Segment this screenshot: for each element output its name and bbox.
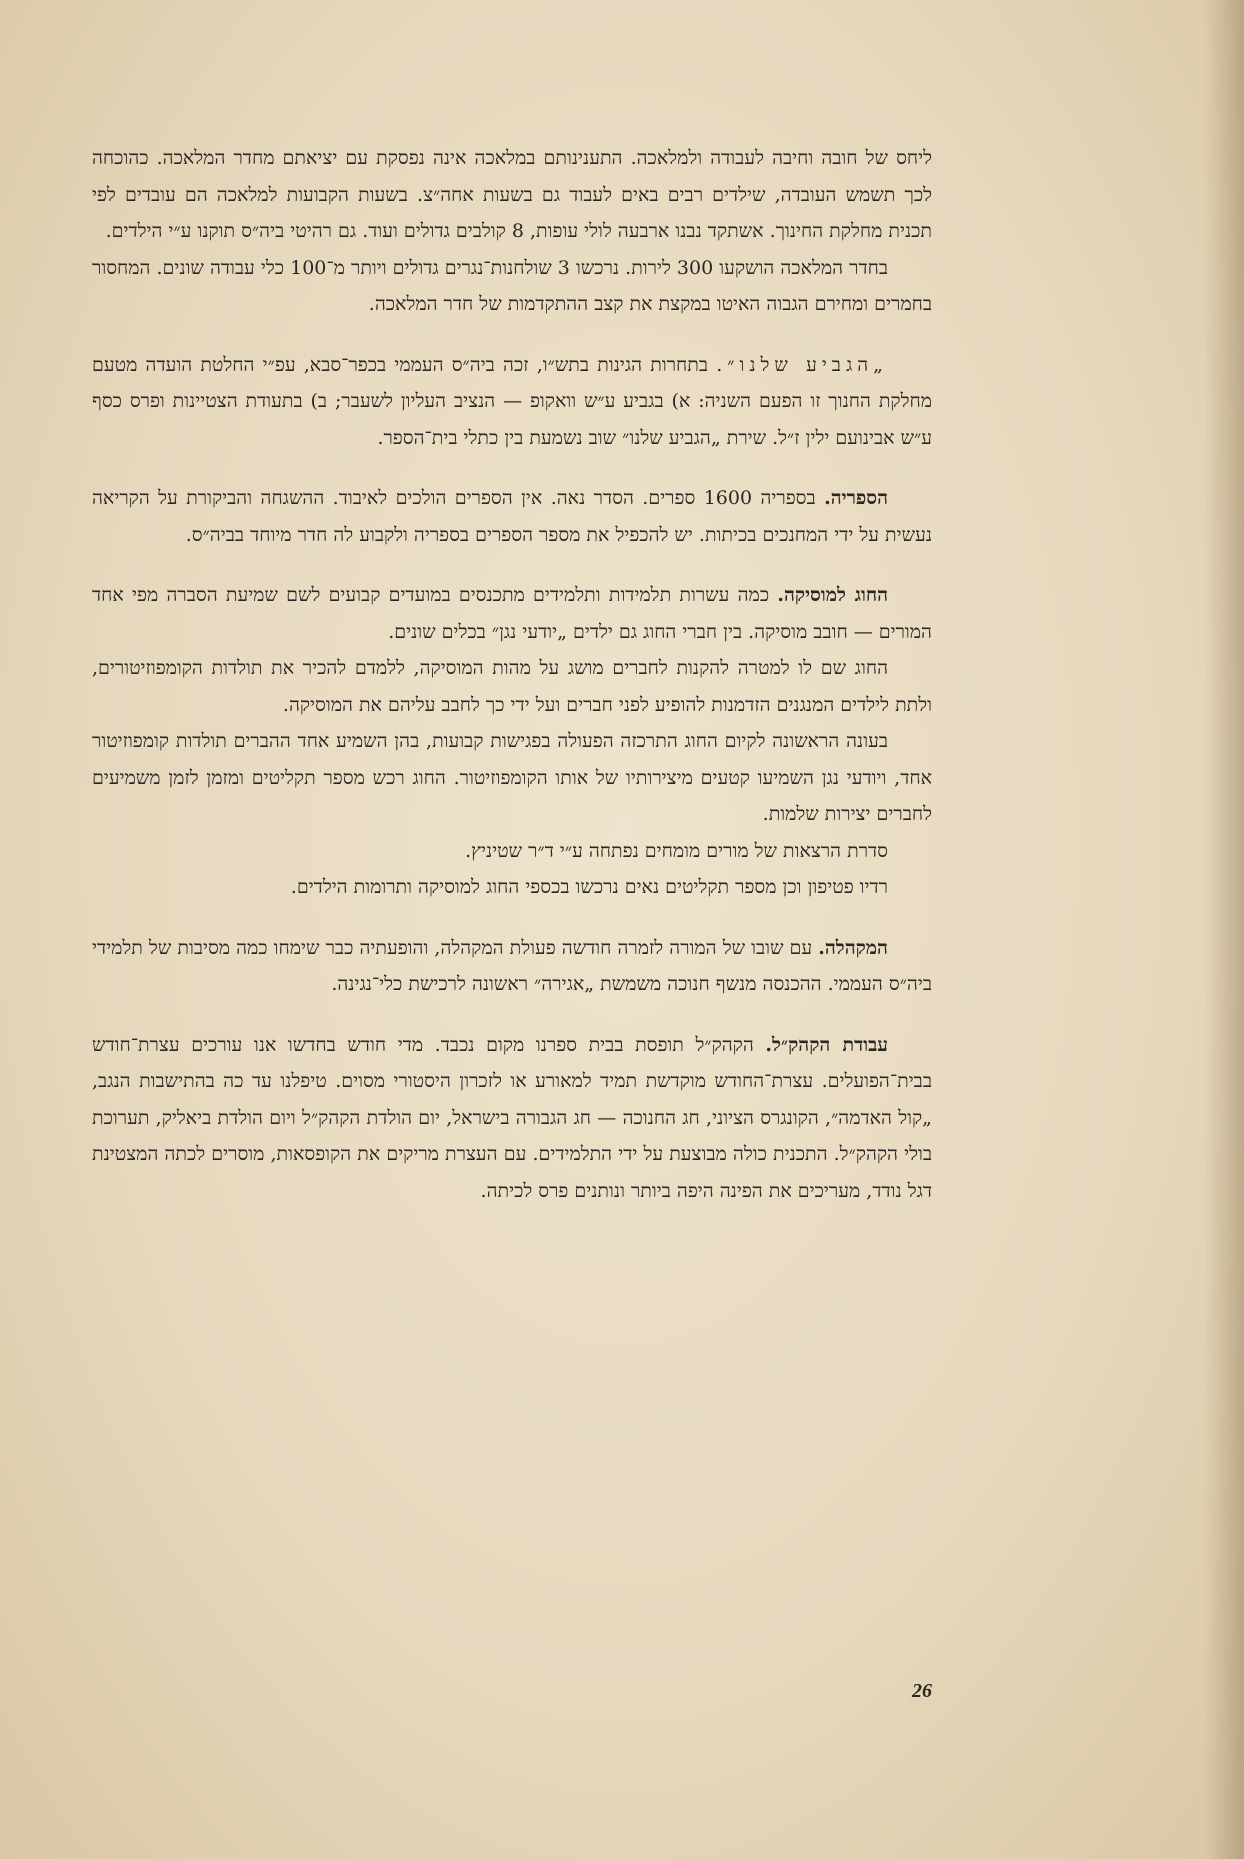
paragraph-heading: עבודת הקהק״ל.	[765, 1033, 888, 1056]
paragraph-workshop-budget	[92, 250, 932, 323]
paragraph-text: בחדר המלאכה הושקעו 300 לירות. נרכשו 3 שולחנות־נגרים גדולים ויותר מ־100 כלי עבודה שונים. המחסור בחמרים ומחירם הגבוה האיטו במקצת את קצב ההתקדמות של חדר המלאכה.	[92, 256, 932, 315]
paragraph-text: בספריה 1600 ספרים. הסדר נאה. אין הספרים הולכים לאיבוד. ההשגחה והביקורת על הקריאה נעשית על ידי המחנכים בכיתות. יש להכפיל את מספר הספרים בספריה ולקבוע לה חדר מיוחד בביה״ס.	[92, 487, 932, 546]
paragraph-heading: החוג למוסיקה.	[777, 584, 888, 606]
paragraph-cup	[92, 347, 932, 457]
paragraph-text: כמה עשרות תלמידות ותלמידים מתכנסים במועדים קבועים לשם שמיעת הסברה מפי אחד המורים — חובב מוסיקה. בין חברי החוג גם ילדים „יודעי נגן״ בכלים שונים.	[92, 584, 932, 643]
paragraph-music-season	[92, 723, 932, 833]
paragraph-text: סדרת הרצאות של מורים מומחים נפתחה ע״י ד״ר שטיניץ.	[465, 839, 888, 862]
paragraph-text: ליחס של חובה וחיבה לעבודה ולמלאכה. התענינותם במלאכה אינה נפסקת עם יציאתם מחדר המלאכה. כהוכחה לכך תשמש העובדה, שילדים רבים באים לעבוד גם בשעות אחה״צ. בשעות הקבועות למלאכה הם עובדים לפי תכנית מחלקת החינוך. אשתקד נבנו ארבעה לולי עופות, 8 קולבים גדולים ועוד. גם רהיטי ביה״ס תוקנו ע״י הילדים.	[92, 147, 932, 242]
paragraph-workshop-intro	[92, 140, 932, 250]
paragraph-heading: הספריה.	[824, 487, 889, 509]
paragraph-text: הקהק״ל תופסת בבית ספרנו מקום נכבד. מדי חודש בחדשו אנו עורכים עצרת־חודש בבית־הפועלים. עצרת־החודש מוקדשת תמיד למאורע או לזכרון היסטורי מסוים. טיפלנו עד כה בהתישבות הנגב, „קול האדמה״, הקונגרס הציוני, חג החנוכה — חג הגבורה בישראל, יום הולדת הקהק״ל ויום הולדת ביאליק, תערוכת בולי הקהק״ל. התכנית כולה מבוצעת על ידי התלמידים. עם העצרת מריקים את הקופסאות, מוסרים לכתה המצטינת דגל נודד, מעריכים את הפינה היפה ביותר ונותנים פרס לכיתה.	[92, 1033, 932, 1202]
paragraph-library	[92, 480, 932, 553]
paragraph-text: בעונה הראשונה לקיום החוג התרכזה הפעולה בפגישות קבועות, בהן השמיע אחד ההברים תולדות קומפוזיטור אחד, ויודעי נגן השמיעו קטעים מיצירותיו של אותו הקומפוזיטור. החוג רכש מספר תקליטים ומזמן לזמן משמיעים לחברים יצירות שלמות.	[92, 730, 932, 825]
paragraph-text: החוג שם לו למטרה להקנות לחברים מושג על מהות המוסיקה, ללמדם להכיר את תולדות הקומפוזיטורים, ולתת לילדים המנגנים הזדמנות להופיע לפני חברים ועל ידי כך לחבב עליהם את המוסיקה.	[92, 657, 932, 716]
paragraph-text: בתחרות הגינות בתש״ו, זכה ביה״ס העממי בכפר־סבא, עפ״י החלטת הועדה מטעם מחלקת החנוך זו הפעם השניה: א) בגביע ע״ש וואקופ — הנציב העליון לשעבר; ב) בתעודת הצטיינות ופרס כסף ע״ש אבינועם ילין ז״ל. שירת „הגביע שלנו״ שוב נשמעת בין כתלי בית־הספר.	[92, 353, 932, 449]
paragraph-text: עם שובו של המורה לזמרה חודשה פעולת המקהלה, והופעתיה כבר שימחו כמה מסיבות של תלמידי ביה״ס העממי. ההכנסה מנשף חנוכה משמשת „אגירה״ ראשונה לרכישת כלי־נגינה.	[92, 936, 932, 995]
body-text	[92, 140, 932, 1209]
paragraph-music-radio	[92, 869, 932, 906]
paragraph-heading: המקהלה.	[818, 936, 888, 959]
paragraph-text: רדיו פטיפון וכן מספר תקליטים נאים נרכשו בכספי החוג למוסיקה ותרומות הילדים.	[290, 876, 888, 898]
paragraph-kkl	[92, 1027, 932, 1210]
paragraph-heading: „הגביע שלנו״.	[716, 353, 888, 376]
paragraph-choir	[92, 930, 932, 1003]
paragraph-music-goal	[92, 650, 932, 723]
page-edge-shadow	[1204, 0, 1244, 1859]
paragraph-music-club	[92, 577, 932, 650]
page-number: 26	[912, 1680, 932, 1702]
paragraph-music-lectures	[92, 833, 932, 870]
